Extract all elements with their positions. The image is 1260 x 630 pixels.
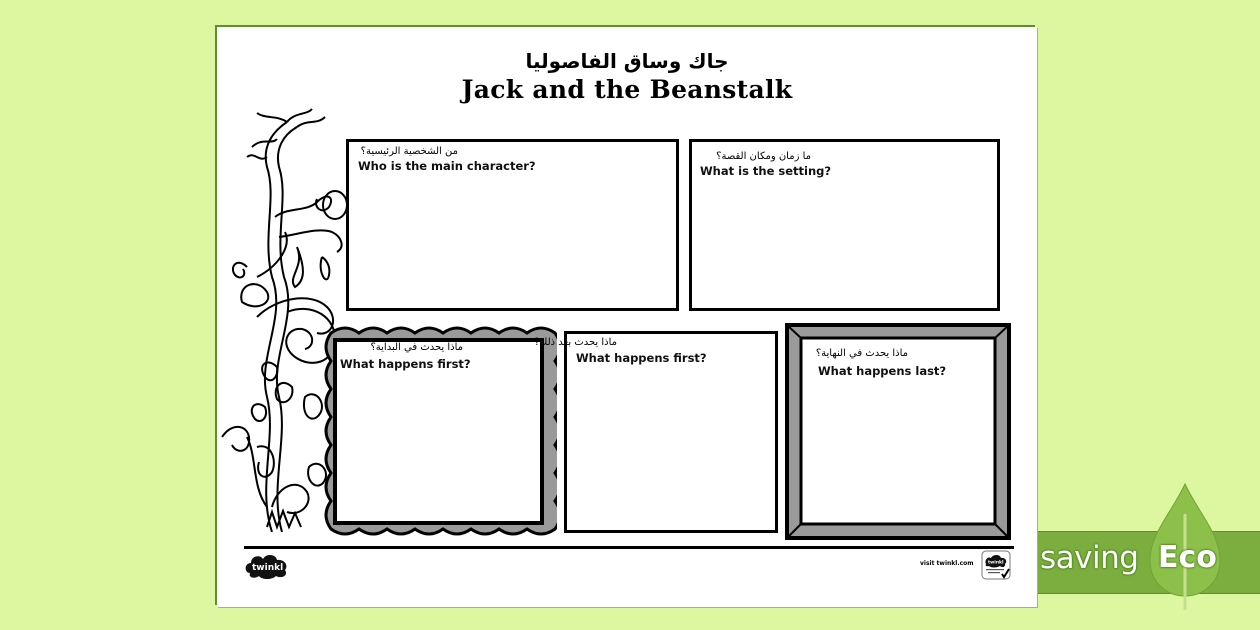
visit-twinkl-link[interactable]: visit twinkl.com: [920, 560, 974, 567]
ending-question: What happens last?: [818, 364, 947, 378]
beginning-question: What happens first?: [340, 357, 471, 371]
middle-question: What happens first?: [576, 351, 707, 365]
beginning-question-arabic: ماذا يحدث في البداية؟: [370, 342, 463, 353]
quality-badge-icon: [981, 550, 1011, 580]
main-character-question-arabic: من الشخصية الرئيسية؟: [360, 146, 458, 157]
setting-question: What is the setting?: [700, 164, 832, 178]
svg-text:twinkl: twinkl: [988, 560, 1004, 566]
twinkl-logo-icon: [244, 551, 290, 579]
main-character-question: Who is the main character?: [358, 159, 536, 173]
footer-rule: [244, 546, 1014, 549]
middle-question-arabic: ماذا يحدث بعد ذلك؟: [533, 337, 617, 348]
svg-text:twinkl: twinkl: [252, 563, 284, 573]
ending-question-arabic: ماذا يحدث في النهاية؟: [815, 348, 908, 359]
eco-label: Eco: [1158, 540, 1217, 575]
setting-question-arabic: ما زمان ومكان القصة؟: [716, 151, 811, 162]
eco-saving-text: saving: [1040, 540, 1139, 576]
title-arabic: جاك وساق الفاصوليا: [525, 49, 729, 73]
title-english: Jack and the Beanstalk: [461, 75, 793, 104]
worksheet-page: [217, 27, 1037, 607]
